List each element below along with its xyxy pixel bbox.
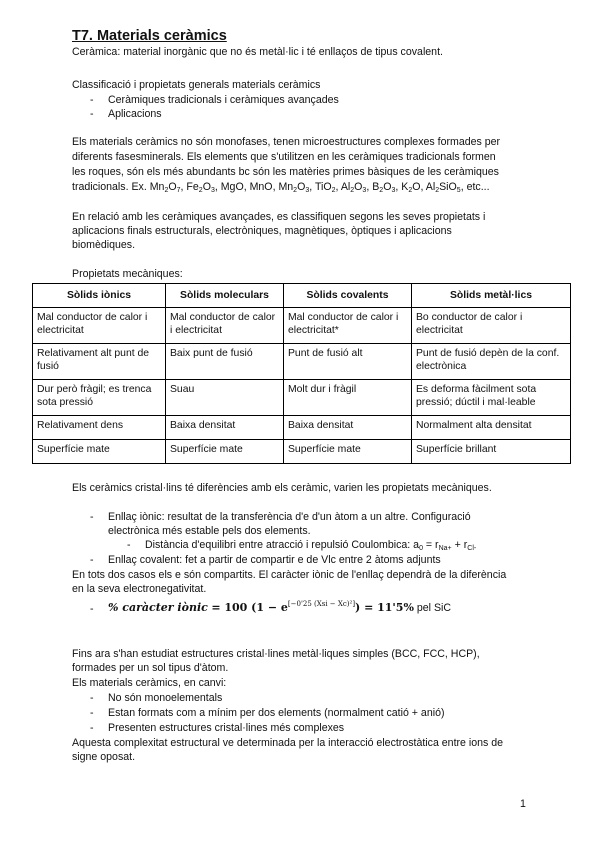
- table-cell: Superfície brillant: [412, 440, 571, 464]
- table-cell: Normalment alta densitat: [412, 416, 571, 440]
- formula-lhs: % caràcter iònic: [108, 601, 208, 614]
- formula-exponent: [−0'25 (Xsi − Xc)²]: [287, 600, 356, 608]
- table-cell: Baix punt de fusió: [166, 344, 284, 380]
- ionic-character-formula: [108, 601, 451, 614]
- na-subscript: Na+: [438, 545, 452, 552]
- table-cell: Relativament dens: [33, 416, 166, 440]
- table-header-row: [33, 284, 571, 308]
- para4-line1: En tots dos casos els e són compartits. El caràcter iònic de l'enllaç dependrà de la diferència: [72, 569, 507, 581]
- classification-item-1: Ceràmiques tradicionals i ceràmiques avançades: [108, 94, 339, 106]
- oxide-formula: MnO: [249, 181, 273, 193]
- classification-heading: Classificació i propietats generals materials ceràmics: [72, 79, 321, 91]
- oxide-formula: $K_2O$: [401, 181, 421, 194]
- para5-line1: Fins ara s'han estudiat estructures cristal·lines metàl·liques simples (BCC, FCC, HCP),: [72, 648, 480, 660]
- table-cell: Relativament alt punt de fusió: [33, 344, 166, 380]
- table-cell: Molt dur i fràgil: [284, 380, 412, 416]
- bullet-dash: -: [90, 692, 94, 704]
- properties-table: [32, 283, 571, 464]
- distance-plus: + r: [454, 539, 468, 551]
- para5-line3: Els materials ceràmics, en canvi:: [72, 677, 227, 689]
- table-cell: Superfície mate: [166, 440, 284, 464]
- para2-line1: En relació amb les ceràmiques avançades, es classifiquen segons les seves propietats i: [72, 211, 486, 223]
- equilibrium-distance: Distància d'equilibri entre atracció i repulsió Coulombica: $a_0 = r_{Na+} + r_{Cl-}$: [145, 539, 477, 552]
- table-cell: Superfície mate: [284, 440, 412, 464]
- formula-rhs-pre: = 100 (1 − e: [211, 601, 288, 614]
- bullet-dash: -: [90, 108, 94, 120]
- ceramic-feature-2: Estan formats com a mínim per dos elements (normalment catió + anió): [108, 707, 445, 719]
- ionic-bond-line2: electrònica més estable pels dos elements.: [108, 525, 311, 537]
- ceramic-feature-3: Presenten estructures cristal·lines més complexes: [108, 722, 345, 734]
- ionic-bond-line1: Enllaç iònic: resultat de la transferència d'e d'un àtom a un altre. Configuració: [108, 511, 471, 523]
- oxide-formula: $Mn_2O_3$: [278, 181, 310, 194]
- oxide-formula: $Fe_2O_3$: [186, 181, 215, 194]
- para3-text: Els ceràmics cristal·lins té diferències amb els ceràmic, varien les propietats mecàniques.: [72, 482, 492, 494]
- oxide-formula: $Al_2SiO_5$: [425, 181, 461, 194]
- intro-text: Ceràmica: material inorgànic que no és metàl·lic i té enllaços de tipus covalent.: [72, 46, 443, 58]
- classification-item-2: Aplicacions: [108, 108, 162, 120]
- para5-line2: formades per un sol tipus d'àtom.: [72, 662, 229, 674]
- oxide-formula: TiO$_2$: [314, 181, 336, 194]
- table-cell: Baixa densitat: [166, 416, 284, 440]
- table-caption: Propietats mecàniques:: [72, 268, 183, 280]
- para4-line2: en la seva electronegativitat.: [72, 583, 207, 595]
- oxide-formula: $B_2O_3$: [372, 181, 396, 194]
- para1-line2: diferents fasesminerals. Els elements que s'utilitzen en les ceràmiques tradicionals formen: [72, 151, 496, 163]
- oxide-formula: $Mn_2O_7$: [149, 181, 181, 194]
- para1-line3: les roques, són els més abundants bc són les matèries primes bàsiques de les ceràmiques: [72, 166, 499, 178]
- para5-line5: signe oposat.: [72, 751, 136, 763]
- table-row: [33, 344, 571, 380]
- ceramic-feature-1: No són monoelementals: [108, 692, 223, 704]
- distance-label: Distància d'equilibri entre atracció i repulsió Coulombica: a: [145, 539, 420, 551]
- distance-eq: = r: [425, 539, 439, 551]
- para2-line3: biomèdiques.: [72, 239, 136, 251]
- para1-line4-prefix: tradicionals. Ex.: [72, 181, 150, 193]
- table-cell: Baixa densitat: [284, 416, 412, 440]
- para1-line4: [72, 181, 490, 194]
- cl-subscript: Cl-: [467, 545, 477, 552]
- page-number: 1: [520, 798, 526, 810]
- bullet-dash: -: [90, 707, 94, 719]
- bullet-dash: -: [90, 511, 94, 523]
- para2-line2: aplicacions finals estructurals, electròniques, magnètiques, òptiques i aplicacions: [72, 225, 452, 237]
- bullet-dash: -: [90, 94, 94, 106]
- oxide-formula: $Al_2O_3$: [340, 181, 367, 194]
- table-cell: Mal conductor de calor i electricitat*: [284, 308, 412, 344]
- table-row: [33, 440, 571, 464]
- para1-line4-suffix: , etc...: [460, 181, 490, 193]
- header-ionic-solids: Sòlids iònics: [33, 284, 166, 308]
- header-metallic-solids: Sòlids metàl·lics: [412, 284, 571, 308]
- formula-rhs-post: ) = 11'5%: [355, 601, 414, 614]
- oxide-formula-list: $Mn_2O_7$, $Fe_2O_3$, MgO, MnO, $Mn_2O_3$, TiO$_2$, $Al_2O_3$, $B_2O_3$, $K_2O$, $Al_2SiO_5$: [149, 181, 461, 194]
- table-cell: Punt de fusió depèn de la conf. electrònica: [412, 344, 571, 380]
- covalent-bond-line: Enllaç covalent: fet a partir de compartir e de Vlc entre 2 àtoms adjunts: [108, 554, 441, 566]
- table-cell: Bo conductor de calor i electricitat: [412, 308, 571, 344]
- table-cell: Punt de fusió alt: [284, 344, 412, 380]
- table-cell: Suau: [166, 380, 284, 416]
- table-row: [33, 380, 571, 416]
- table-cell: Es deforma fàcilment sota pressió; dúctil i mal·leable: [412, 380, 571, 416]
- header-covalent-solids: Sòlids covalents: [284, 284, 412, 308]
- para5-line4: Aquesta complexitat estructural ve determinada per la interacció electrostàtica entre ions de: [72, 737, 504, 749]
- para1-line1: Els materials ceràmics no són monofases, tenen microestructures complexes formades per: [72, 136, 501, 148]
- table-row: [33, 416, 571, 440]
- bullet-dash: -: [90, 722, 94, 734]
- header-molecular-solids: Sòlids moleculars: [166, 284, 284, 308]
- table-cell: Mal conductor de calor i electricitat: [166, 308, 284, 344]
- bullet-dash: -: [90, 603, 94, 615]
- formula-suffix: pel SiC: [413, 602, 452, 614]
- bullet-dash: -: [127, 539, 131, 551]
- page-title: T7. Materials ceràmics: [72, 28, 227, 44]
- oxide-formula: MgO: [220, 181, 244, 193]
- table-cell: Dur però fràgil; es trenca sota pressió: [33, 380, 166, 416]
- table-cell: Mal conductor de calor i electricitat: [33, 308, 166, 344]
- table-cell: Superfície mate: [33, 440, 166, 464]
- bullet-dash: -: [90, 554, 94, 566]
- table-row: [33, 308, 571, 344]
